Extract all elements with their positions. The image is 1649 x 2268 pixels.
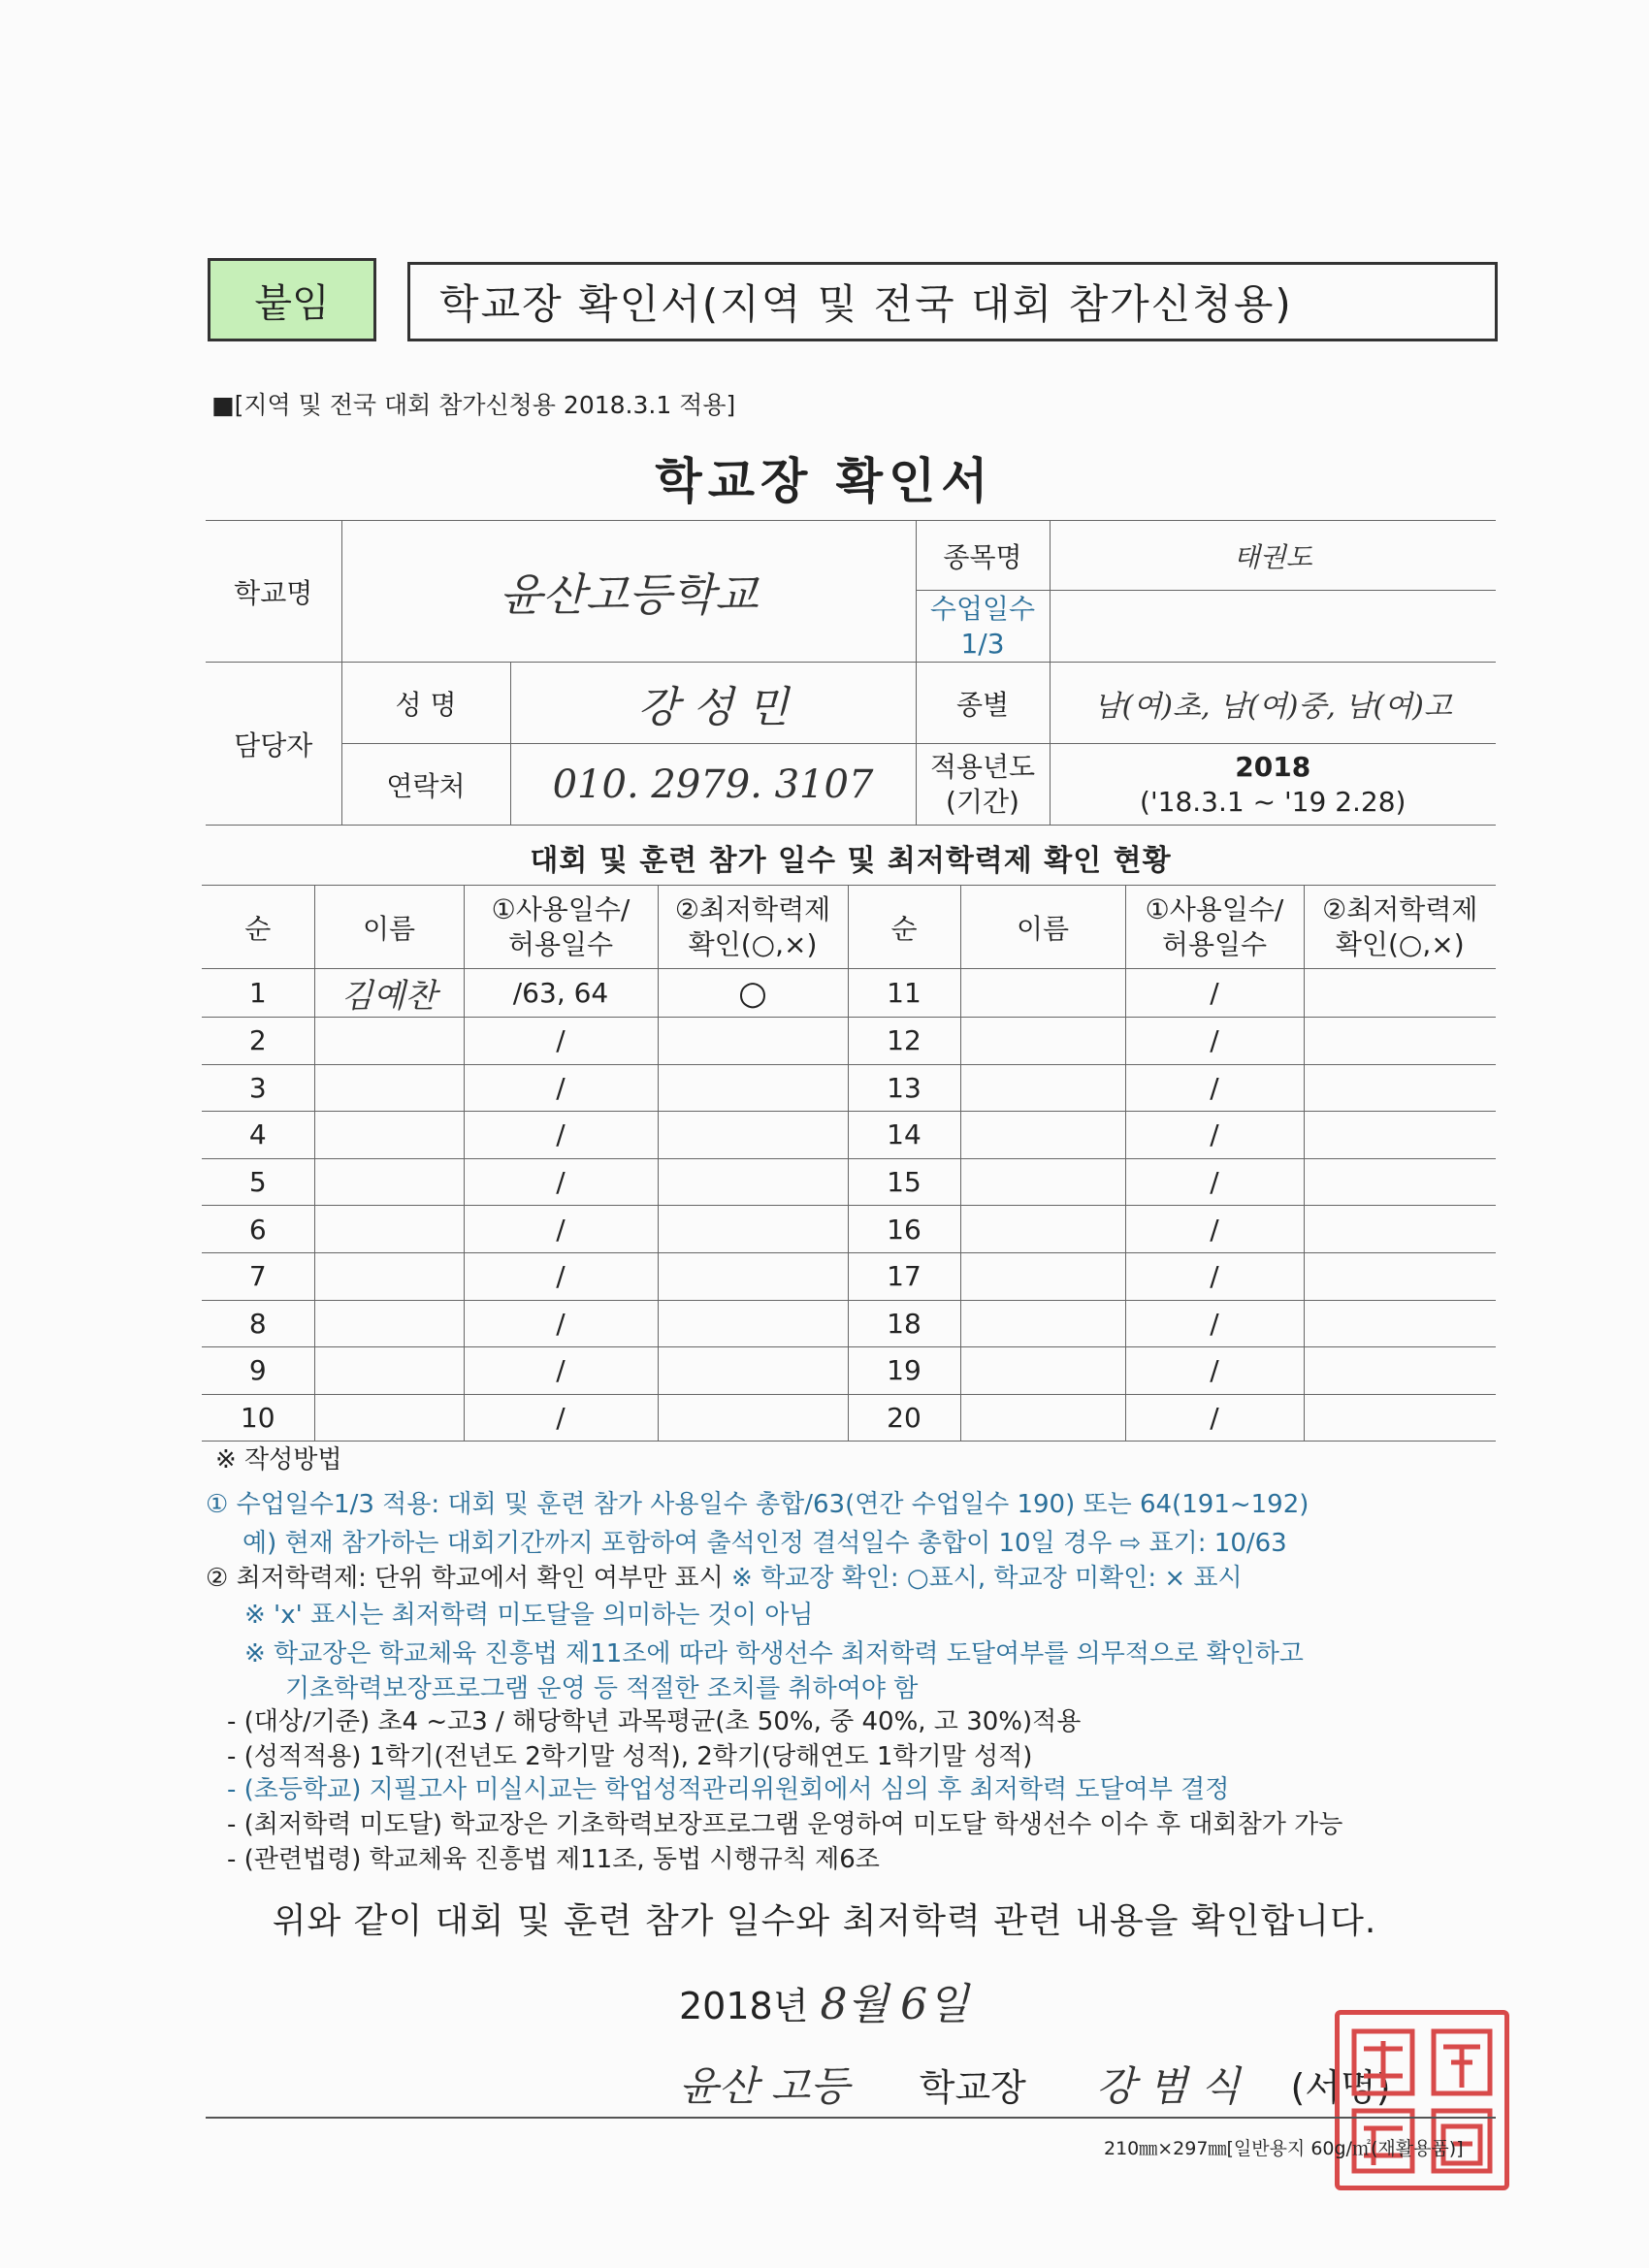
table-row: 1 김예찬 /63, 64 ○ 11 / bbox=[202, 969, 1496, 1018]
header-title: 학교장 확인서(지역 및 전국 대회 참가신청용) bbox=[439, 280, 1293, 328]
check-mark: ○ bbox=[658, 969, 848, 1018]
student-name: 김예찬 bbox=[314, 969, 464, 1018]
school-label: 학교명 bbox=[206, 521, 341, 663]
header-title-box bbox=[407, 262, 1498, 341]
event-value: 태권도 bbox=[1050, 521, 1496, 591]
note-3: ※ 'x' 표시는 최저학력 미도달을 의미하는 것이 아님 bbox=[244, 1601, 814, 1630]
note-2: ② 최저학력제: 단위 학교에서 확인 여부만 표시 ※ 학교장 확인: ○표시, 학교장 미확인: × 표시 bbox=[206, 1564, 1243, 1593]
table-row: 4 / 14 / bbox=[202, 1112, 1496, 1159]
header-check-2: ②최저학력제 확인(○,×) bbox=[1304, 886, 1496, 969]
table-row: 9 / 19 / bbox=[202, 1347, 1496, 1395]
year-label: 적용년도 (기간) bbox=[916, 744, 1050, 826]
class-days-label: 수업일수 1/3 bbox=[916, 591, 1050, 663]
detail-2: - (성적적용) 1학기(전년도 2학기말 성적), 2학기(당해연도 1학기말 성적) bbox=[227, 1742, 1033, 1771]
table-row: 5 / 15 / bbox=[202, 1158, 1496, 1206]
detail-4: - (최저학력 미도달) 학교장은 기초학력보장프로그램 운영하여 미도달 학생선수 이수 후 대회참가 가능 bbox=[227, 1810, 1343, 1839]
participation-table bbox=[202, 885, 1496, 1442]
info-table bbox=[206, 520, 1496, 826]
notes-heading: ※ 작성방법 bbox=[215, 1445, 342, 1474]
detail-3: - (초등학교) 지필고사 미실시교는 학업성적관리위원회에서 심의 후 최저학력 도달여부 결정 bbox=[227, 1775, 1230, 1804]
official-seal-stamp bbox=[1335, 2010, 1509, 2190]
footer-paper-spec: 210㎜×297㎜[일반용지 60g/㎡(재활용품)] bbox=[1104, 2138, 1464, 2159]
event-label: 종목명 bbox=[916, 521, 1050, 591]
signature-row bbox=[679, 2055, 1391, 2113]
table-header-row bbox=[202, 886, 1496, 969]
sign-mark: (서명) bbox=[1290, 2066, 1391, 2109]
header-days: ①사용일수/ 허용일수 bbox=[464, 886, 658, 969]
table-row: 6 / 16 / bbox=[202, 1206, 1496, 1253]
detail-1: - (대상/기준) 초4 ~고3 / 해당학년 과목평균(초 50%, 중 40%, 고 30%)적용 bbox=[227, 1707, 1082, 1736]
table-row: 3 / 13 / bbox=[202, 1064, 1496, 1112]
signer-role: 학교장 bbox=[919, 2066, 1026, 2109]
footer-divider bbox=[206, 2117, 1496, 2119]
school-name-value: 윤산고등학교 bbox=[341, 521, 916, 663]
note-4a: ※ 학교장은 학교체육 진흥법 제11조에 따라 학생선수 최저학력 도달여부를 의무적으로 확인하고 bbox=[244, 1639, 1304, 1669]
gender-value: 남(여)초, 남(여)중, 남(여)고 bbox=[1050, 663, 1496, 744]
signer-name: 강 범 식 bbox=[1095, 2062, 1241, 2110]
table-row: 7 / 17 / bbox=[202, 1252, 1496, 1300]
note-1a: ① 수업일수1/3 적용: 대회 및 훈련 참가 사용일수 총합/63(연간 수업일수 190) 또는 64(191~192) bbox=[206, 1490, 1310, 1519]
date: 2018년 8월 6일 bbox=[679, 1980, 969, 2029]
header-check: ②최저학력제 확인(○,×) bbox=[658, 886, 848, 969]
signer-school: 윤산 고등 bbox=[679, 2062, 850, 2110]
manager-name-value: 강 성 민 bbox=[510, 663, 916, 744]
confirmation-text: 위와 같이 대회 및 훈련 참가 일수와 최저학력 관련 내용을 확인합니다. bbox=[272, 1901, 1377, 1941]
subtitle: ■[지역 및 전국 대회 참가신청용 2018.3.1 적용] bbox=[211, 391, 736, 419]
contact-label: 연락처 bbox=[341, 744, 510, 826]
section-title: 대회 및 훈련 참가 일수 및 최저학력제 확인 현황 bbox=[530, 844, 1172, 878]
table-row: 8 / 18 / bbox=[202, 1300, 1496, 1347]
year-value: 2018 ('18.3.1 ~ '19 2.28) bbox=[1050, 744, 1496, 826]
contact-value: 010. 2979. 3107 bbox=[510, 744, 916, 826]
manager-label: 담당자 bbox=[206, 663, 341, 826]
note-1b: 예) 현재 참가하는 대회기간까지 포함하여 출석인정 결석일수 총합이 10일 경우 ⇨ 표기: 10/63 bbox=[242, 1529, 1287, 1558]
table-row: 10 / 20 / bbox=[202, 1394, 1496, 1442]
attachment-badge: 붙임 bbox=[208, 258, 376, 341]
header-seq-2: 순 bbox=[848, 886, 960, 969]
header-name-2: 이름 bbox=[960, 886, 1125, 969]
gender-label: 종별 bbox=[916, 663, 1050, 744]
table-row: 2 / 12 / bbox=[202, 1018, 1496, 1065]
name-label: 성 명 bbox=[341, 663, 510, 744]
class-days-value bbox=[1050, 591, 1496, 663]
document-title: 학교장 확인서 bbox=[655, 453, 994, 509]
header-name: 이름 bbox=[314, 886, 464, 969]
header-days-2: ①사용일수/ 허용일수 bbox=[1125, 886, 1304, 969]
header-seq: 순 bbox=[202, 886, 314, 969]
note-4b: 기초학력보장프로그램 운영 등 적절한 조치를 취하여야 함 bbox=[285, 1674, 919, 1703]
detail-5: - (관련법령) 학교체육 진흥법 제11조, 동법 시행규칙 제6조 bbox=[227, 1845, 880, 1874]
